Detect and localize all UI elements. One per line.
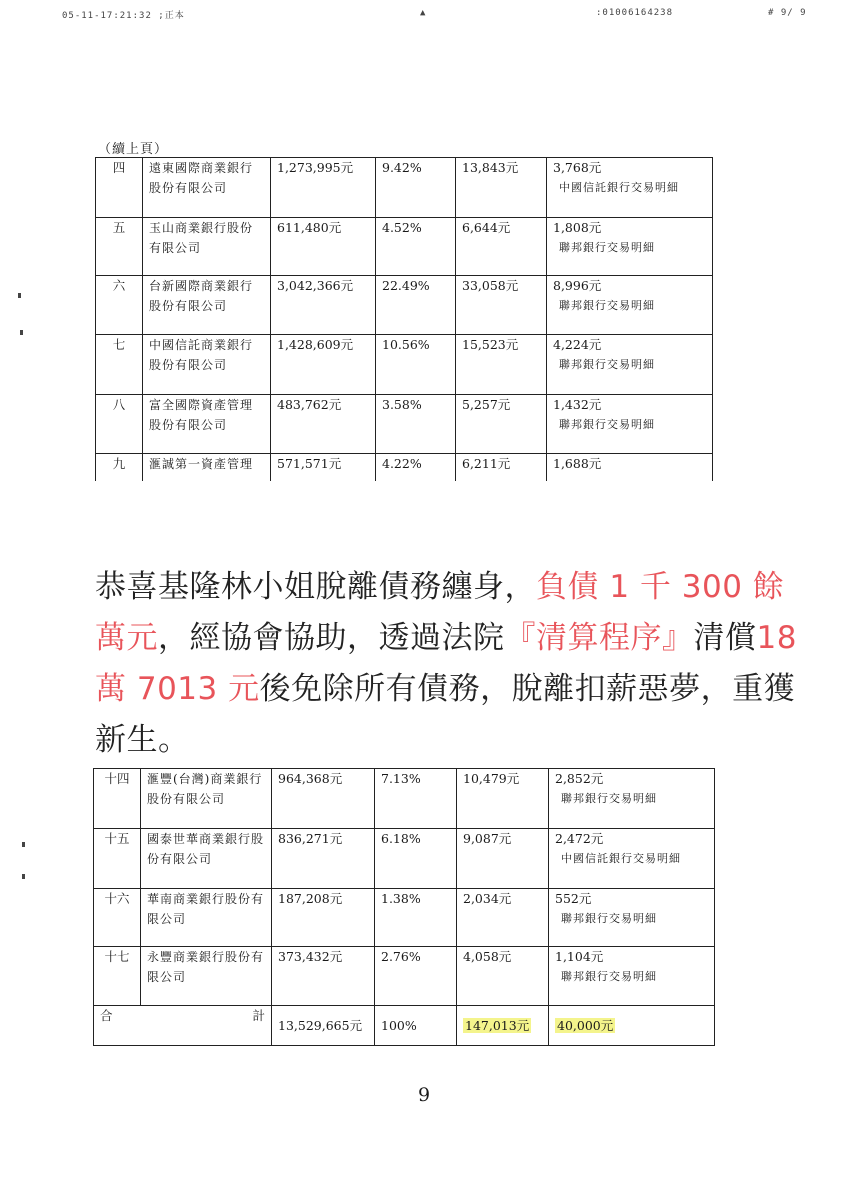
row-number: 七 (96, 335, 143, 395)
row-number: 十七 (94, 947, 141, 1006)
creditor-name: 台新國際商業銀行股份有限公司 (143, 276, 271, 335)
debt-percentage: 9.42% (376, 158, 456, 218)
creditor-name: 遠東國際商業銀行股份有限公司 (143, 158, 271, 218)
monthly-amount: 1,104元 (555, 949, 604, 964)
row-number: 六 (96, 276, 143, 335)
announcement-text-2: ，經協會協助，透過法院 (158, 620, 505, 656)
row-number: 四 (96, 158, 143, 218)
fax-timestamp: 05-11-17:21:32 ;正本 (62, 11, 185, 21)
creditor-name: 華南商業銀行股份有限公司 (141, 889, 272, 947)
top-table-clip (0, 0, 848, 481)
creditor-name: 玉山商業銀行股份有限公司 (143, 218, 271, 276)
debt-amount: 3,042,366元 (271, 276, 376, 335)
payment-source: 聯邦銀行交易明細 (559, 418, 655, 431)
debt-amount: 571,571元 (271, 454, 376, 482)
debt-amount: 964,368元 (272, 769, 375, 829)
payment-cell (547, 158, 713, 218)
debt-percentage: 22.49% (376, 276, 456, 335)
debt-percentage: 1.38% (375, 889, 457, 947)
total-monthly: 40,000元 (549, 1006, 715, 1046)
table-row (94, 947, 715, 1006)
payment-cell (549, 889, 715, 947)
monthly-amount: 552元 (555, 891, 592, 906)
procedure-highlight: 『清算程序』 (504, 620, 694, 656)
payment-cell (549, 947, 715, 1006)
continued-label: （續上頁） (98, 142, 169, 157)
total-amount: 13,529,665元 (272, 1006, 375, 1046)
table-row (96, 158, 713, 218)
creditor-name: 國泰世華商業銀行股份有限公司 (141, 829, 272, 889)
row-number: 五 (96, 218, 143, 276)
repayment-amount: 6,211元 (456, 454, 547, 482)
row-number: 十五 (94, 829, 141, 889)
monthly-amount: 2,852元 (555, 771, 604, 786)
debt-amount: 1,428,609元 (271, 335, 376, 395)
total-repayment: 147,013元 (457, 1006, 549, 1046)
debt-percentage: 6.18% (375, 829, 457, 889)
announcement-text-4: 後免除所有債務，脫離扣薪惡夢，重獲新生。 (95, 671, 796, 758)
debt-percentage: 4.22% (376, 454, 456, 482)
monthly-amount: 3,768元 (553, 160, 602, 175)
row-number: 十六 (94, 889, 141, 947)
scan-speck (22, 842, 25, 847)
repayment-highlight: 18 萬 7013 元 (95, 620, 797, 707)
table-row (94, 889, 715, 947)
repayment-amount: 10,479元 (457, 769, 549, 829)
payment-source: 聯邦銀行交易明細 (559, 299, 655, 312)
payment-cell (547, 454, 713, 482)
row-number: 八 (96, 395, 143, 454)
payment-source: 聯邦銀行交易明細 (559, 241, 655, 254)
row-number: 十四 (94, 769, 141, 829)
payment-cell (547, 276, 713, 335)
debt-amount: 1,273,995元 (271, 158, 376, 218)
creditor-name: 富全國際資產管理股份有限公司 (143, 395, 271, 454)
creditor-name: 滙豐(台灣)商業銀行股份有限公司 (141, 769, 272, 829)
payment-cell (547, 335, 713, 395)
monthly-amount: 4,224元 (553, 337, 602, 352)
payment-source: 聯邦銀行交易明細 (561, 912, 657, 925)
repayment-amount: 13,843元 (456, 158, 547, 218)
repayment-amount: 4,058元 (457, 947, 549, 1006)
debt-percentage: 10.56% (376, 335, 456, 395)
payment-source: 聯邦銀行交易明細 (559, 358, 655, 371)
table-row (96, 276, 713, 335)
fax-code: :01006164238 (596, 8, 674, 18)
payment-cell (547, 395, 713, 454)
debt-amount: 836,271元 (272, 829, 375, 889)
debt-amount: 373,432元 (272, 947, 375, 1006)
monthly-amount: 1,808元 (553, 220, 602, 235)
table-row (96, 454, 713, 482)
scan-speck (18, 293, 21, 298)
debt-percentage: 7.13% (375, 769, 457, 829)
monthly-amount: 8,996元 (553, 278, 602, 293)
announcement-text-3: 清償 (693, 620, 757, 656)
debt-percentage: 2.76% (375, 947, 457, 1006)
scan-speck (22, 874, 25, 879)
fax-mark: ▲ (420, 8, 427, 18)
debt-amount: 483,762元 (271, 395, 376, 454)
debt-amount: 187,208元 (272, 889, 375, 947)
monthly-amount: 2,472元 (555, 831, 604, 846)
payment-source: 聯邦銀行交易明細 (561, 970, 657, 983)
total-pct: 100% (375, 1006, 457, 1046)
debt-amount-highlight: 負債 1 千 300 餘萬元 (95, 569, 785, 656)
payment-source: 中國信託銀行交易明細 (559, 181, 679, 194)
repayment-amount: 6,644元 (456, 218, 547, 276)
repayment-amount: 2,034元 (457, 889, 549, 947)
page-number: 9 (417, 1084, 431, 1106)
debt-percentage: 4.52% (376, 218, 456, 276)
announcement-text-1: 恭喜基隆林小姐脫離債務纏身， (95, 569, 536, 605)
total-label: 合 計 (94, 1006, 272, 1046)
monthly-amount: 1,688元 (553, 456, 602, 471)
creditor-name: 永豐商業銀行股份有限公司 (141, 947, 272, 1006)
scan-speck (20, 330, 23, 335)
fax-page: # 9/ 9 (768, 8, 807, 18)
payment-source: 聯邦銀行交易明細 (561, 792, 657, 805)
creditor-name: 滙誠第一資產管理 (143, 454, 271, 482)
creditor-name: 中國信託商業銀行股份有限公司 (143, 335, 271, 395)
creditor-table-bottom (93, 768, 715, 1046)
repayment-amount: 33,058元 (456, 276, 547, 335)
table-row (96, 395, 713, 454)
table-row (94, 829, 715, 889)
table-row (96, 218, 713, 276)
monthly-amount: 1,432元 (553, 397, 602, 412)
payment-cell (549, 829, 715, 889)
repayment-amount: 5,257元 (456, 395, 547, 454)
success-announcement (95, 562, 815, 766)
debt-percentage: 3.58% (376, 395, 456, 454)
table-row (94, 769, 715, 829)
repayment-amount: 15,523元 (456, 335, 547, 395)
table-row (96, 335, 713, 395)
payment-source: 中國信託銀行交易明細 (561, 852, 681, 865)
total-row (94, 1006, 715, 1046)
creditor-table-top (95, 157, 713, 481)
payment-cell (547, 218, 713, 276)
debt-amount: 611,480元 (271, 218, 376, 276)
repayment-amount: 9,087元 (457, 829, 549, 889)
payment-cell (549, 769, 715, 829)
row-number: 九 (96, 454, 143, 482)
